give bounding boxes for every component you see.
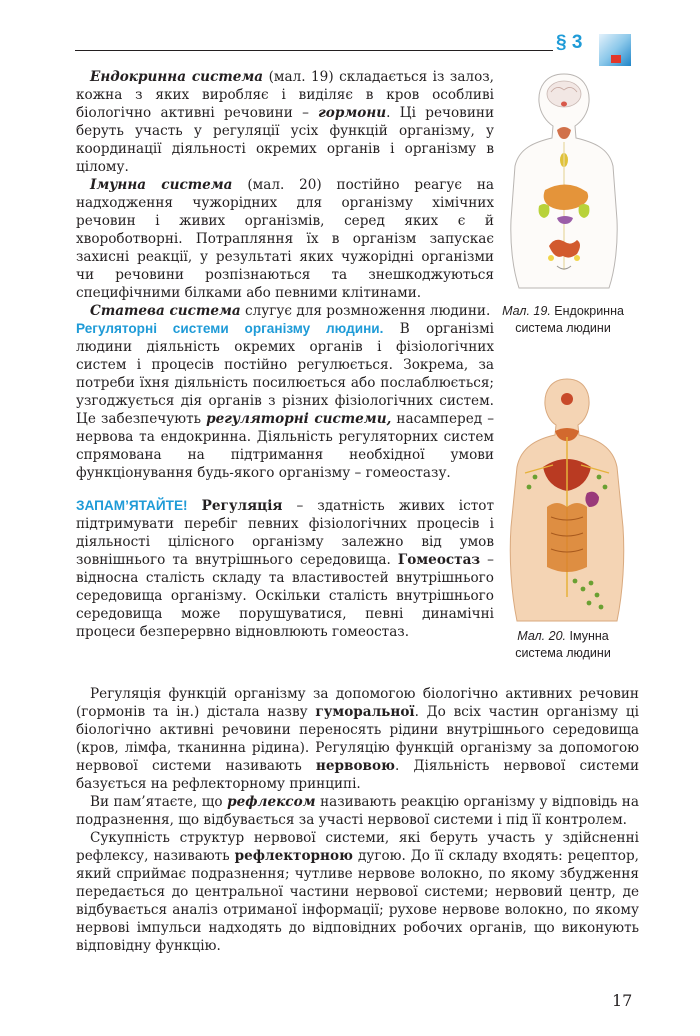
endocrine-system-illustration bbox=[505, 70, 623, 292]
regulatory-heading: Регуляторні системи організму людини. bbox=[76, 321, 384, 336]
page-number: 17 bbox=[612, 991, 633, 1010]
figure-20-caption: Мал. 20. Імунна система людини bbox=[515, 629, 611, 660]
remember-label: ЗАПАМ’ЯТАЙТЕ! bbox=[76, 498, 188, 513]
bottom-text bbox=[76, 685, 639, 955]
paragraph-regulatory: Регуляторні системи організму людини. В організмі людини діяльність окремих органів і фізіологічних систем і процесів постійно регулюється. Зокрема, за потреби їхня діяльність посилюється або послаблюється; узгоджується дія органів з різних фізіологічних систем. Це забезпечують регуляторні системи, насамперед – нервова та ендокринна. Діяльність регуляторних систем спрямована на підтримання необхідної умови функціонування будь-якого організму – гомеостазу. bbox=[76, 321, 494, 481]
paragraph-reflex: Ви пам’ятаєте, що рефлексом називають реакцію організму у відповідь на подразнення, що відбувається за участі нервової системи і під її контролем. bbox=[76, 794, 639, 828]
corner-decoration-red bbox=[611, 55, 621, 63]
paragraph-sexual: Статева система слугує для розмноження людини. bbox=[90, 303, 491, 319]
paragraph-immune: Імунна система (мал. 20) постійно реагує на надходження чужорідних для організму хімічних речовин і живих організмів, серед яких є й хвороботворні. Потрапляння їх в організм запускає захисні реакції, у результаті яких чужорідні організми чи речовини розпізнаються та знешкоджуються специфічними білками або певними клітинами. bbox=[76, 177, 494, 301]
section-number: § 3 bbox=[556, 32, 583, 53]
paragraph-reflex-arc: Сукупність структур нервової системи, які беруть участь у здійсненні рефлексу, називають рефлекторною дугою. До її складу входять: рецептор, який сприймає подразнення; чутливе нервове волокно, по якому збудження передається до центральної частини нервової системи; нервовий центр, де відбувається аналіз отриманої інформації; рухове нервове волокно, по якому нервові імпульси надходять до відповідних робочих органів, що виконують відповідну функцію. bbox=[76, 830, 639, 954]
immune-system-illustration bbox=[505, 377, 629, 623]
top-column bbox=[76, 68, 494, 482]
figure-19-caption: Мал. 19. Ендокринна система людини bbox=[502, 304, 624, 335]
header-rule bbox=[75, 50, 553, 51]
remember-box bbox=[76, 497, 494, 641]
paragraph-endocrine: Ендокринна система (мал. 19) складається із залоз, кожна з яких виробляє і виділяє в кров особливі біологічно активні речовини – гормони. Ці речовини беруть участь у регуляції усіх функцій організму, у координації діяльності окремих органів і організму в цілому. bbox=[76, 69, 495, 175]
paragraph-humoral: Регуляція функцій організму за допомогою біологічно активних речовин (гормонів та ін.) дістала назву гуморальної. До всіх частин організму ці біологічно активні речовини переносять рідини внутрішнього середовища (кров, лімфа, тканинна рідина). Регуляцію функцій організму за допомогою нервової системи називають нервовою. Діяльність нервової системи базується на рефлекторному принципі. bbox=[76, 686, 639, 792]
remember-text: ЗАПАМ’ЯТАЙТЕ! Регуляція – здатність живих істот підтримувати перебіг певних фізіологічних процесів і діяльності цілісного організму залежно від умов зовнішнього та внутрішнього середовища. Гомеостаз – відносна сталість складу та властивостей внутрішнього середовища організму. Оскільки сталість внутрішнього середовища може порушуватися, певні динамічні процеси безперервно відновлюють гомеостаз. bbox=[76, 498, 494, 640]
